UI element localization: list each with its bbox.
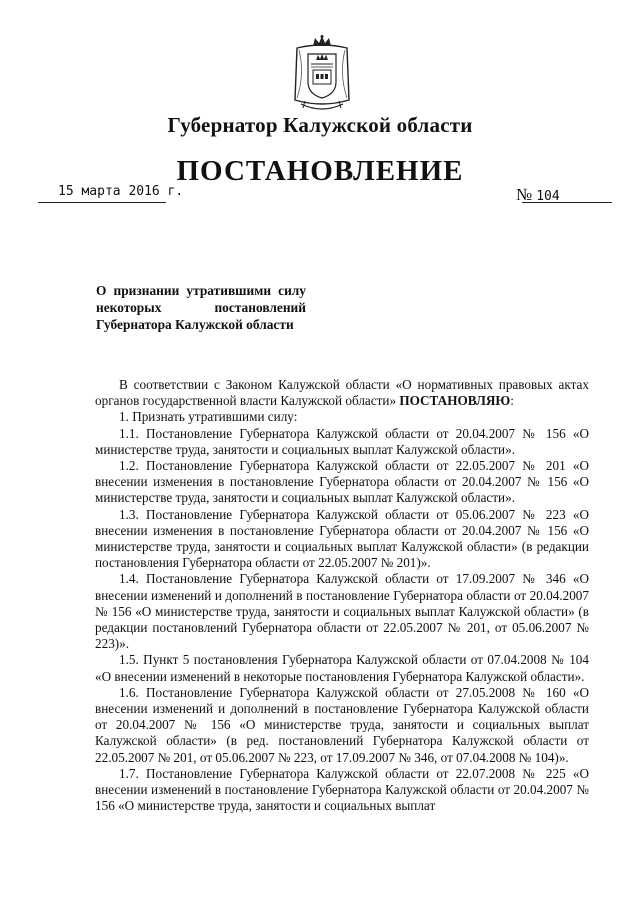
org-title: Губернатор Калужской области (167, 113, 473, 137)
subject-line: некоторых постановлений (96, 300, 306, 315)
intro-paragraph: В соответствии с Законом Калужской области «О нормативных правовых актах органов государственной власти Калужской области» ПОСТАНОВЛЯЮ: (95, 377, 589, 409)
document-subject (96, 282, 306, 333)
subject-line: Губернатора Калужской области (96, 317, 294, 332)
clause-item: 1.2. Постановление Губернатора Калужской области от 22.05.2007 № 201 «О внесении изменения в постановление Губернатора области от 20.04.2007 № 156 «О министерстве труда, занятости и социальных выплат Калужской области». (95, 458, 589, 506)
document-body (95, 377, 589, 814)
document-type: ПОСТАНОВЛЕНИЕ (176, 155, 464, 187)
clause-item: 1.6. Постановление Губернатора Калужской области от 27.05.2008 № 160 «О внесении изменений и дополнений в постановление Губернатора Калужской области от 20.04.2007 № 156 «О министерстве труда, занятости и социальных выплат Калужской области» (в ред. постановлений Губернатора Калужской области от 22.05.2007 № 201, от 05.06.2007 № 223, от 17.09.2007 № 346, от 07.04.2008 № 104)». (95, 684, 589, 765)
clause-item: 1.4. Постановление Губернатора Калужской области от 17.09.2007 № 346 «О внесении изменений и дополнений в постановление Губернатора области от 20.04.2007 № 156 «О министерстве труда, занятости и социальных выплат Калужской области» (в редакции постановлений Губернатора области от 22.05.2007 № 201, от 05.06.2007 № 223)». (95, 571, 589, 652)
coat-of-arms-icon (291, 34, 353, 114)
clause-item: 1.3. Постановление Губернатора Калужской области от 05.06.2007 № 223 «О внесении изменения в постановление Губернатора области от 20.04.2007 № 156 «О министерстве труда, занятости и социальных выплат Калужской области» (в редакции постановления Губернатора области от 22.05.2007 № 201)». (95, 506, 589, 571)
number-underline (522, 202, 612, 203)
date-underline (38, 202, 166, 203)
number-sign: № (516, 185, 533, 204)
clause-item: 1.7. Постановление Губернатора Калужской области от 22.07.2008 № 225 «О внесении изменений в постановление Губернатора Калужской области от 20.04.2007 № 156 «О министерстве труда, занятости и социальных выплат (95, 765, 589, 814)
clause-1: 1. Признать утратившими силу: (119, 409, 298, 425)
document-date: 15 марта 2016 г. (58, 184, 184, 199)
subject-line: О признании утратившими силу (96, 283, 306, 298)
clause-item: 1.5. Пункт 5 постановления Губернатора Калужской области от 07.04.2008 № 104 «О внесении изменений в некоторые постановления Губернатора Калужской области». (95, 652, 589, 684)
decree-keyword: ПОСТАНОВЛЯЮ (399, 393, 511, 409)
clause-item: 1.1. Постановление Губернатора Калужской области от 20.04.2007 № 156 «О министерстве труда, занятости и социальных выплат Калужской области». (95, 425, 589, 457)
number-value: 104 (536, 189, 560, 204)
